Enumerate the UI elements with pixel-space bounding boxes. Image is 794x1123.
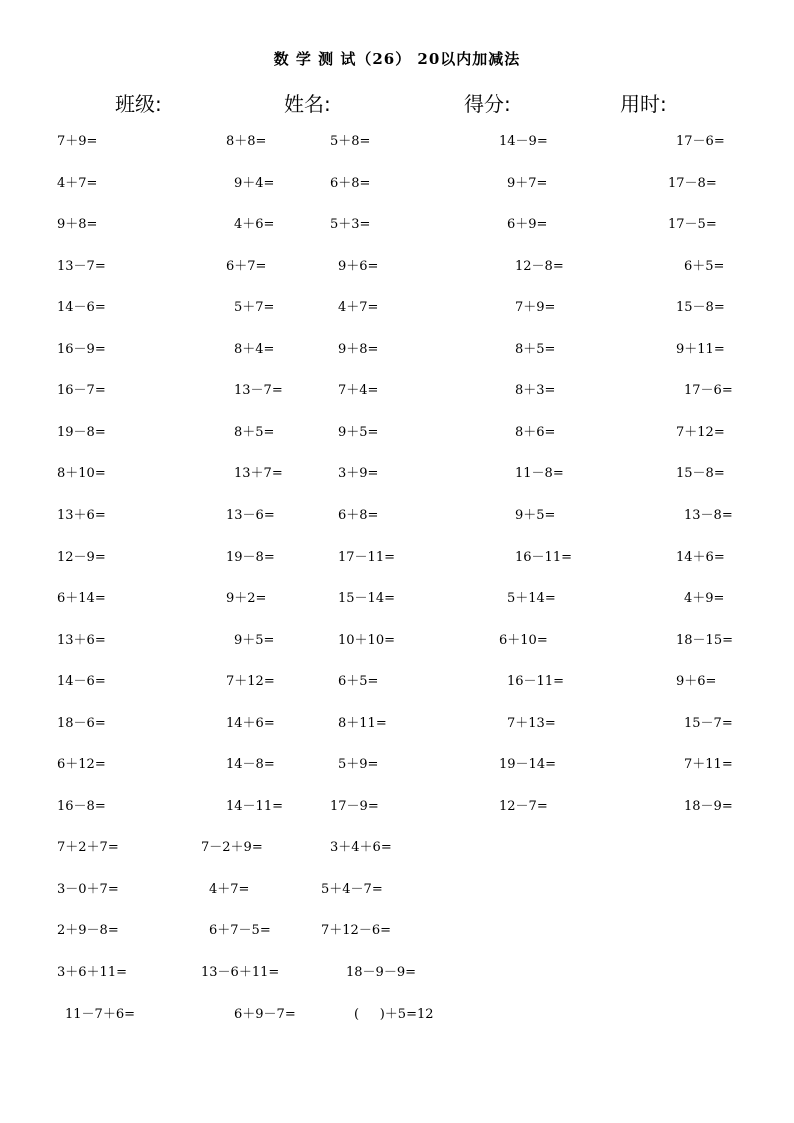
problem-item: 17－9= — [330, 799, 379, 814]
problem-item: 4＋7= — [57, 176, 98, 191]
problem-item: 3＋9= — [338, 466, 379, 481]
problem-item: 9＋5= — [338, 425, 379, 440]
problem-item: 9＋8= — [57, 217, 98, 232]
problem-item: 3＋6＋11= — [57, 965, 127, 980]
score-label: 得分: — [464, 92, 511, 116]
problem-item: 7＋2＋7= — [57, 840, 119, 855]
problem-item: 9＋2= — [226, 591, 267, 606]
problem-item: 7＋11= — [684, 757, 733, 772]
problem-item: 13－8= — [684, 508, 733, 523]
problem-item: 4＋9= — [684, 591, 725, 606]
problem-item: 6＋9－7= — [234, 1007, 296, 1022]
problem-item: 13＋6= — [57, 633, 106, 648]
name-label: 姓名: — [284, 92, 331, 116]
problem-item: 12－8= — [515, 259, 564, 274]
problem-item: 19－8= — [57, 425, 106, 440]
problem-item: 9＋7= — [507, 176, 548, 191]
problem-item: 15－7= — [684, 716, 733, 731]
problem-item: 17－6= — [684, 383, 733, 398]
problem-item: 13－6＋11= — [201, 965, 280, 980]
problem-item: 3＋4＋6= — [330, 840, 392, 855]
problem-item: 4＋6= — [234, 217, 275, 232]
problem-item: 6＋10= — [499, 633, 548, 648]
problem-item: 18－9= — [684, 799, 733, 814]
problem-item: 9＋5= — [515, 508, 556, 523]
problem-item: 9＋11= — [676, 342, 725, 357]
problem-item: 14－6= — [57, 300, 106, 315]
problem-item: 8＋6= — [515, 425, 556, 440]
problem-item: 6＋5= — [684, 259, 725, 274]
problem-item: 6＋8= — [330, 176, 371, 191]
problem-item: 6＋7= — [226, 259, 267, 274]
problem-item: 8＋5= — [515, 342, 556, 357]
problem-item: 7＋13= — [507, 716, 556, 731]
problem-item: 7＋12－6= — [321, 923, 391, 938]
problem-item: 5＋3= — [330, 217, 371, 232]
problem-item: 12－9= — [57, 550, 106, 565]
problem-item: 5＋14= — [507, 591, 556, 606]
problem-item: ( )＋5=12 — [354, 1007, 434, 1022]
problem-item: 5＋9= — [338, 757, 379, 772]
problem-item: 11－7＋6= — [65, 1007, 135, 1022]
problem-item: 9＋4= — [234, 176, 275, 191]
problem-item: 16－8= — [57, 799, 106, 814]
problem-item: 6＋8= — [338, 508, 379, 523]
problem-item: 6＋12= — [57, 757, 106, 772]
problem-item: 12－7= — [499, 799, 548, 814]
problem-item: 16－11= — [515, 550, 572, 565]
problem-item: 3－0＋7= — [57, 882, 119, 897]
problem-item: 13－6= — [226, 508, 275, 523]
problem-item: 7－2＋9= — [201, 840, 263, 855]
problem-item: 7＋9= — [515, 300, 556, 315]
problem-item: 7＋4= — [338, 383, 379, 398]
problem-item: 6＋14= — [57, 591, 106, 606]
problem-item: 6＋5= — [338, 674, 379, 689]
problem-item: 8＋11= — [338, 716, 387, 731]
problem-item: 7＋12= — [676, 425, 725, 440]
problem-item: 17－11= — [338, 550, 395, 565]
problem-item: 17－8= — [668, 176, 717, 191]
problem-item: 14－9= — [499, 134, 548, 149]
problem-item: 14－11= — [226, 799, 283, 814]
problem-item: 8＋4= — [234, 342, 275, 357]
problem-item: 8＋3= — [515, 383, 556, 398]
problem-item: 15－8= — [676, 300, 725, 315]
problem-item: 18－15= — [676, 633, 733, 648]
problem-item: 4＋7= — [209, 882, 250, 897]
problem-item: 5＋4－7= — [321, 882, 383, 897]
problem-item: 10＋10= — [338, 633, 395, 648]
problem-item: 13－7= — [57, 259, 106, 274]
problem-item: 14－6= — [57, 674, 106, 689]
problem-item: 4＋7= — [338, 300, 379, 315]
problem-item: 16－9= — [57, 342, 106, 357]
problem-item: 14＋6= — [226, 716, 275, 731]
problem-item: 5＋8= — [330, 134, 371, 149]
problem-item: 6＋9= — [507, 217, 548, 232]
problem-item: 17－6= — [676, 134, 725, 149]
problem-item: 6＋7－5= — [209, 923, 271, 938]
time-label: 用时: — [620, 92, 667, 116]
problem-item: 15－8= — [676, 466, 725, 481]
problem-item: 9＋8= — [338, 342, 379, 357]
problem-item: 7＋9= — [57, 134, 98, 149]
problem-item: 13＋7= — [234, 466, 283, 481]
problem-item: 9＋6= — [338, 259, 379, 274]
problem-item: 15－14= — [338, 591, 395, 606]
problem-item: 9＋6= — [676, 674, 717, 689]
problem-item: 13－7= — [234, 383, 283, 398]
problem-item: 9＋5= — [234, 633, 275, 648]
problem-item: 7＋12= — [226, 674, 275, 689]
problem-item: 13＋6= — [57, 508, 106, 523]
problem-item: 19－14= — [499, 757, 556, 772]
problem-item: 2＋9－8= — [57, 923, 119, 938]
problem-item: 18－9－9= — [346, 965, 416, 980]
class-label: 班级: — [115, 92, 162, 116]
problem-item: 8＋8= — [226, 134, 267, 149]
problem-item: 16－7= — [57, 383, 106, 398]
problem-item: 17－5= — [668, 217, 717, 232]
problem-item: 18－6= — [57, 716, 106, 731]
problem-item: 11－8= — [515, 466, 564, 481]
problem-item: 16－11= — [507, 674, 564, 689]
problem-item: 14＋6= — [676, 550, 725, 565]
problem-item: 14－8= — [226, 757, 275, 772]
problem-item: 8＋5= — [234, 425, 275, 440]
worksheet-title: 数 学 测 试（26） 20以内加减法 — [273, 50, 521, 68]
problem-item: 5＋7= — [234, 300, 275, 315]
problem-item: 19－8= — [226, 550, 275, 565]
problem-item: 8＋10= — [57, 466, 106, 481]
